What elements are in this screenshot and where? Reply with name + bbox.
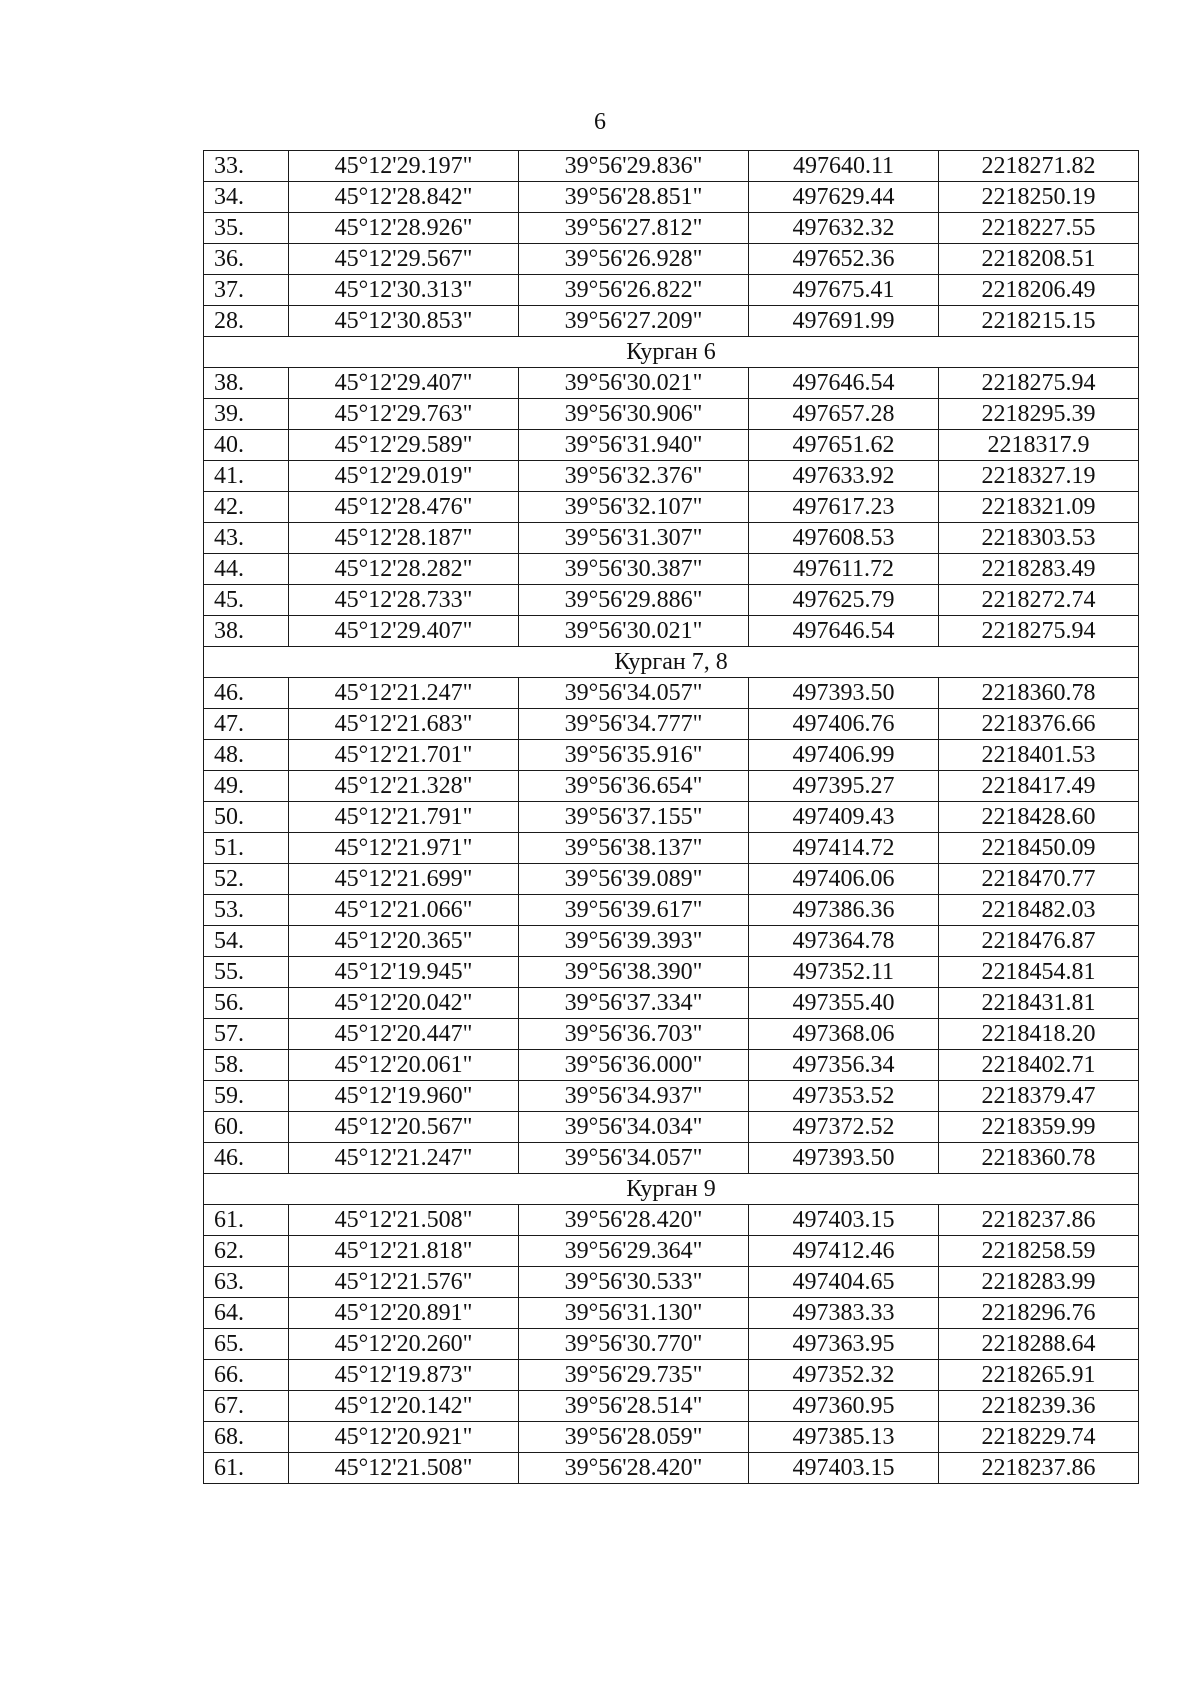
x-coordinate-cell: 497629.44 (749, 182, 939, 213)
table-row (204, 275, 1139, 306)
table-row (204, 616, 1139, 647)
y-coordinate-cell: 2218402.71 (939, 1050, 1139, 1081)
longitude-cell: 39°56'31.130" (519, 1298, 749, 1329)
x-coordinate-cell: 497675.41 (749, 275, 939, 306)
latitude-cell: 45°12'20.042" (289, 988, 519, 1019)
y-coordinate-cell: 2218482.03 (939, 895, 1139, 926)
latitude-cell: 45°12'21.701" (289, 740, 519, 771)
latitude-cell: 45°12'20.260" (289, 1329, 519, 1360)
point-number-cell: 51. (204, 833, 289, 864)
point-number-cell: 44. (204, 554, 289, 585)
y-coordinate-cell: 2218272.74 (939, 585, 1139, 616)
table-row (204, 306, 1139, 337)
table-row (204, 740, 1139, 771)
y-coordinate-cell: 2218237.86 (939, 1453, 1139, 1484)
x-coordinate-cell: 497403.15 (749, 1453, 939, 1484)
y-coordinate-cell: 2218476.87 (939, 926, 1139, 957)
point-number-cell: 53. (204, 895, 289, 926)
latitude-cell: 45°12'19.945" (289, 957, 519, 988)
latitude-cell: 45°12'21.247" (289, 678, 519, 709)
table-row (204, 1019, 1139, 1050)
point-number-cell: 47. (204, 709, 289, 740)
x-coordinate-cell: 497406.76 (749, 709, 939, 740)
x-coordinate-cell: 497652.36 (749, 244, 939, 275)
longitude-cell: 39°56'30.533" (519, 1267, 749, 1298)
longitude-cell: 39°56'37.334" (519, 988, 749, 1019)
latitude-cell: 45°12'21.683" (289, 709, 519, 740)
y-coordinate-cell: 2218229.74 (939, 1422, 1139, 1453)
y-coordinate-cell: 2218454.81 (939, 957, 1139, 988)
point-number-cell: 38. (204, 368, 289, 399)
longitude-cell: 39°56'30.906" (519, 399, 749, 430)
latitude-cell: 45°12'28.842" (289, 182, 519, 213)
latitude-cell: 45°12'29.567" (289, 244, 519, 275)
latitude-cell: 45°12'29.589" (289, 430, 519, 461)
section-title: Курган 9 (204, 1174, 1139, 1205)
y-coordinate-cell: 2218283.49 (939, 554, 1139, 585)
latitude-cell: 45°12'20.061" (289, 1050, 519, 1081)
x-coordinate-cell: 497412.46 (749, 1236, 939, 1267)
section-header-row (204, 337, 1139, 368)
latitude-cell: 45°12'28.926" (289, 213, 519, 244)
table-row (204, 1050, 1139, 1081)
point-number-cell: 55. (204, 957, 289, 988)
y-coordinate-cell: 2218428.60 (939, 802, 1139, 833)
x-coordinate-cell: 497372.52 (749, 1112, 939, 1143)
y-coordinate-cell: 2218418.20 (939, 1019, 1139, 1050)
table-row (204, 1112, 1139, 1143)
point-number-cell: 42. (204, 492, 289, 523)
x-coordinate-cell: 497414.72 (749, 833, 939, 864)
y-coordinate-cell: 2218283.99 (939, 1267, 1139, 1298)
table-row (204, 678, 1139, 709)
latitude-cell: 45°12'21.818" (289, 1236, 519, 1267)
longitude-cell: 39°56'28.514" (519, 1391, 749, 1422)
point-number-cell: 57. (204, 1019, 289, 1050)
table-row (204, 1453, 1139, 1484)
point-number-cell: 35. (204, 213, 289, 244)
longitude-cell: 39°56'39.617" (519, 895, 749, 926)
latitude-cell: 45°12'29.407" (289, 616, 519, 647)
y-coordinate-cell: 2218206.49 (939, 275, 1139, 306)
latitude-cell: 45°12'21.247" (289, 1143, 519, 1174)
latitude-cell: 45°12'29.197" (289, 151, 519, 182)
x-coordinate-cell: 497403.15 (749, 1205, 939, 1236)
x-coordinate-cell: 497364.78 (749, 926, 939, 957)
point-number-cell: 60. (204, 1112, 289, 1143)
latitude-cell: 45°12'30.853" (289, 306, 519, 337)
longitude-cell: 39°56'34.937" (519, 1081, 749, 1112)
latitude-cell: 45°12'21.699" (289, 864, 519, 895)
longitude-cell: 39°56'38.137" (519, 833, 749, 864)
point-number-cell: 37. (204, 275, 289, 306)
x-coordinate-cell: 497383.33 (749, 1298, 939, 1329)
y-coordinate-cell: 2218376.66 (939, 709, 1139, 740)
longitude-cell: 39°56'34.034" (519, 1112, 749, 1143)
latitude-cell: 45°12'29.407" (289, 368, 519, 399)
table-row (204, 1267, 1139, 1298)
point-number-cell: 48. (204, 740, 289, 771)
longitude-cell: 39°56'37.155" (519, 802, 749, 833)
table-row (204, 833, 1139, 864)
y-coordinate-cell: 2218288.64 (939, 1329, 1139, 1360)
latitude-cell: 45°12'20.567" (289, 1112, 519, 1143)
point-number-cell: 49. (204, 771, 289, 802)
y-coordinate-cell: 2218359.99 (939, 1112, 1139, 1143)
longitude-cell: 39°56'28.420" (519, 1453, 749, 1484)
table-row (204, 585, 1139, 616)
longitude-cell: 39°56'36.654" (519, 771, 749, 802)
latitude-cell: 45°12'21.508" (289, 1453, 519, 1484)
point-number-cell: 56. (204, 988, 289, 1019)
x-coordinate-cell: 497356.34 (749, 1050, 939, 1081)
latitude-cell: 45°12'19.873" (289, 1360, 519, 1391)
point-number-cell: 46. (204, 1143, 289, 1174)
point-number-cell: 68. (204, 1422, 289, 1453)
table-row (204, 213, 1139, 244)
latitude-cell: 45°12'28.282" (289, 554, 519, 585)
table-row (204, 461, 1139, 492)
x-coordinate-cell: 497406.99 (749, 740, 939, 771)
point-number-cell: 61. (204, 1205, 289, 1236)
longitude-cell: 39°56'31.940" (519, 430, 749, 461)
y-coordinate-cell: 2218239.36 (939, 1391, 1139, 1422)
longitude-cell: 39°56'28.059" (519, 1422, 749, 1453)
x-coordinate-cell: 497651.62 (749, 430, 939, 461)
x-coordinate-cell: 497632.32 (749, 213, 939, 244)
y-coordinate-cell: 2218271.82 (939, 151, 1139, 182)
x-coordinate-cell: 497385.13 (749, 1422, 939, 1453)
latitude-cell: 45°12'21.576" (289, 1267, 519, 1298)
point-number-cell: 67. (204, 1391, 289, 1422)
y-coordinate-cell: 2218303.53 (939, 523, 1139, 554)
x-coordinate-cell: 497363.95 (749, 1329, 939, 1360)
latitude-cell: 45°12'21.066" (289, 895, 519, 926)
y-coordinate-cell: 2218275.94 (939, 368, 1139, 399)
point-number-cell: 36. (204, 244, 289, 275)
table-row (204, 895, 1139, 926)
table-row (204, 709, 1139, 740)
point-number-cell: 59. (204, 1081, 289, 1112)
latitude-cell: 45°12'20.921" (289, 1422, 519, 1453)
table-row (204, 244, 1139, 275)
longitude-cell: 39°56'39.089" (519, 864, 749, 895)
latitude-cell: 45°12'21.791" (289, 802, 519, 833)
table-row (204, 771, 1139, 802)
longitude-cell: 39°56'27.812" (519, 213, 749, 244)
longitude-cell: 39°56'29.735" (519, 1360, 749, 1391)
longitude-cell: 39°56'27.209" (519, 306, 749, 337)
point-number-cell: 28. (204, 306, 289, 337)
point-number-cell: 39. (204, 399, 289, 430)
point-number-cell: 66. (204, 1360, 289, 1391)
section-title: Курган 6 (204, 337, 1139, 368)
y-coordinate-cell: 2218265.91 (939, 1360, 1139, 1391)
table-row (204, 926, 1139, 957)
x-coordinate-cell: 497406.06 (749, 864, 939, 895)
longitude-cell: 39°56'29.886" (519, 585, 749, 616)
point-number-cell: 64. (204, 1298, 289, 1329)
point-number-cell: 65. (204, 1329, 289, 1360)
longitude-cell: 39°56'30.387" (519, 554, 749, 585)
table-row (204, 492, 1139, 523)
x-coordinate-cell: 497360.95 (749, 1391, 939, 1422)
x-coordinate-cell: 497353.52 (749, 1081, 939, 1112)
coordinates-table (203, 150, 1139, 1484)
latitude-cell: 45°12'21.971" (289, 833, 519, 864)
y-coordinate-cell: 2218275.94 (939, 616, 1139, 647)
latitude-cell: 45°12'20.142" (289, 1391, 519, 1422)
table-row (204, 182, 1139, 213)
y-coordinate-cell: 2218317.9 (939, 430, 1139, 461)
x-coordinate-cell: 497633.92 (749, 461, 939, 492)
latitude-cell: 45°12'20.365" (289, 926, 519, 957)
longitude-cell: 39°56'34.057" (519, 1143, 749, 1174)
y-coordinate-cell: 2218470.77 (939, 864, 1139, 895)
y-coordinate-cell: 2218360.78 (939, 1143, 1139, 1174)
x-coordinate-cell: 497355.40 (749, 988, 939, 1019)
y-coordinate-cell: 2218227.55 (939, 213, 1139, 244)
section-header-row (204, 647, 1139, 678)
y-coordinate-cell: 2218215.15 (939, 306, 1139, 337)
longitude-cell: 39°56'38.390" (519, 957, 749, 988)
x-coordinate-cell: 497608.53 (749, 523, 939, 554)
point-number-cell: 54. (204, 926, 289, 957)
table-row (204, 988, 1139, 1019)
y-coordinate-cell: 2218295.39 (939, 399, 1139, 430)
x-coordinate-cell: 497368.06 (749, 1019, 939, 1050)
longitude-cell: 39°56'29.836" (519, 151, 749, 182)
y-coordinate-cell: 2218208.51 (939, 244, 1139, 275)
longitude-cell: 39°56'28.851" (519, 182, 749, 213)
y-coordinate-cell: 2218237.86 (939, 1205, 1139, 1236)
latitude-cell: 45°12'21.508" (289, 1205, 519, 1236)
longitude-cell: 39°56'30.021" (519, 368, 749, 399)
y-coordinate-cell: 2218296.76 (939, 1298, 1139, 1329)
latitude-cell: 45°12'20.891" (289, 1298, 519, 1329)
table-row (204, 1422, 1139, 1453)
table-row (204, 1081, 1139, 1112)
table-row (204, 1298, 1139, 1329)
longitude-cell: 39°56'36.703" (519, 1019, 749, 1050)
table-row (204, 802, 1139, 833)
latitude-cell: 45°12'29.019" (289, 461, 519, 492)
table-row (204, 957, 1139, 988)
longitude-cell: 39°56'32.107" (519, 492, 749, 523)
table-row (204, 1360, 1139, 1391)
longitude-cell: 39°56'34.057" (519, 678, 749, 709)
longitude-cell: 39°56'30.770" (519, 1329, 749, 1360)
x-coordinate-cell: 497404.65 (749, 1267, 939, 1298)
point-number-cell: 61. (204, 1453, 289, 1484)
table-row (204, 368, 1139, 399)
section-title: Курган 7, 8 (204, 647, 1139, 678)
x-coordinate-cell: 497646.54 (749, 616, 939, 647)
table-row (204, 1205, 1139, 1236)
table-row (204, 151, 1139, 182)
page-number: 6 (594, 109, 606, 135)
point-number-cell: 52. (204, 864, 289, 895)
latitude-cell: 45°12'30.313" (289, 275, 519, 306)
x-coordinate-cell: 497611.72 (749, 554, 939, 585)
x-coordinate-cell: 497691.99 (749, 306, 939, 337)
latitude-cell: 45°12'21.328" (289, 771, 519, 802)
coordinates-table-body (204, 151, 1139, 1484)
table-row (204, 1143, 1139, 1174)
point-number-cell: 34. (204, 182, 289, 213)
latitude-cell: 45°12'29.763" (289, 399, 519, 430)
point-number-cell: 33. (204, 151, 289, 182)
table-row (204, 1236, 1139, 1267)
y-coordinate-cell: 2218360.78 (939, 678, 1139, 709)
longitude-cell: 39°56'36.000" (519, 1050, 749, 1081)
longitude-cell: 39°56'39.393" (519, 926, 749, 957)
x-coordinate-cell: 497352.32 (749, 1360, 939, 1391)
table-row (204, 523, 1139, 554)
latitude-cell: 45°12'20.447" (289, 1019, 519, 1050)
section-header-row (204, 1174, 1139, 1205)
table-row (204, 1329, 1139, 1360)
x-coordinate-cell: 497393.50 (749, 1143, 939, 1174)
y-coordinate-cell: 2218417.49 (939, 771, 1139, 802)
latitude-cell: 45°12'28.187" (289, 523, 519, 554)
x-coordinate-cell: 497352.11 (749, 957, 939, 988)
longitude-cell: 39°56'34.777" (519, 709, 749, 740)
longitude-cell: 39°56'30.021" (519, 616, 749, 647)
longitude-cell: 39°56'32.376" (519, 461, 749, 492)
point-number-cell: 62. (204, 1236, 289, 1267)
table-row (204, 399, 1139, 430)
x-coordinate-cell: 497657.28 (749, 399, 939, 430)
y-coordinate-cell: 2218250.19 (939, 182, 1139, 213)
y-coordinate-cell: 2218450.09 (939, 833, 1139, 864)
y-coordinate-cell: 2218401.53 (939, 740, 1139, 771)
table-row (204, 430, 1139, 461)
x-coordinate-cell: 497625.79 (749, 585, 939, 616)
x-coordinate-cell: 497617.23 (749, 492, 939, 523)
longitude-cell: 39°56'28.420" (519, 1205, 749, 1236)
y-coordinate-cell: 2218258.59 (939, 1236, 1139, 1267)
y-coordinate-cell: 2218321.09 (939, 492, 1139, 523)
point-number-cell: 38. (204, 616, 289, 647)
x-coordinate-cell: 497386.36 (749, 895, 939, 926)
point-number-cell: 43. (204, 523, 289, 554)
y-coordinate-cell: 2218379.47 (939, 1081, 1139, 1112)
point-number-cell: 58. (204, 1050, 289, 1081)
y-coordinate-cell: 2218431.81 (939, 988, 1139, 1019)
x-coordinate-cell: 497393.50 (749, 678, 939, 709)
table-row (204, 864, 1139, 895)
point-number-cell: 40. (204, 430, 289, 461)
point-number-cell: 46. (204, 678, 289, 709)
longitude-cell: 39°56'31.307" (519, 523, 749, 554)
longitude-cell: 39°56'26.822" (519, 275, 749, 306)
latitude-cell: 45°12'28.733" (289, 585, 519, 616)
table-row (204, 1391, 1139, 1422)
longitude-cell: 39°56'35.916" (519, 740, 749, 771)
longitude-cell: 39°56'26.928" (519, 244, 749, 275)
latitude-cell: 45°12'28.476" (289, 492, 519, 523)
x-coordinate-cell: 497409.43 (749, 802, 939, 833)
y-coordinate-cell: 2218327.19 (939, 461, 1139, 492)
point-number-cell: 41. (204, 461, 289, 492)
x-coordinate-cell: 497646.54 (749, 368, 939, 399)
longitude-cell: 39°56'29.364" (519, 1236, 749, 1267)
x-coordinate-cell: 497395.27 (749, 771, 939, 802)
x-coordinate-cell: 497640.11 (749, 151, 939, 182)
point-number-cell: 45. (204, 585, 289, 616)
latitude-cell: 45°12'19.960" (289, 1081, 519, 1112)
point-number-cell: 50. (204, 802, 289, 833)
table-row (204, 554, 1139, 585)
point-number-cell: 63. (204, 1267, 289, 1298)
